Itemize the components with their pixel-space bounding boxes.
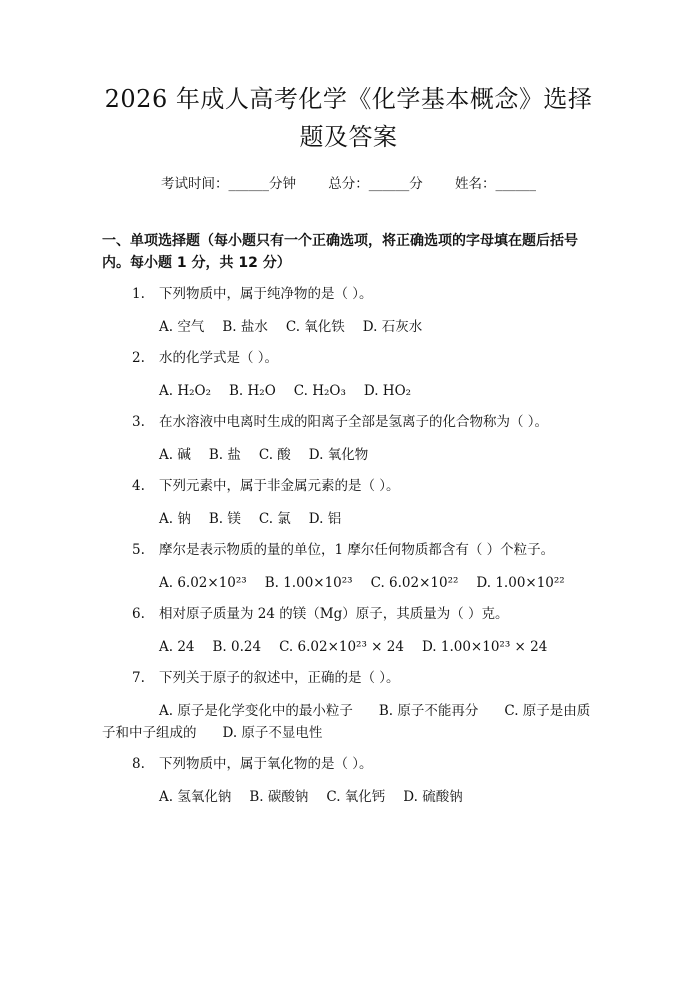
question-text: 下列关于原子的叙述中，正确的是（ ）。	[159, 670, 400, 686]
option-a: A. 原子是化学变化中的最小粒子	[159, 703, 353, 719]
section-heading: 一、单项选择题（每小题只有一个正确选项，将正确选项的字母填在题后括号内。每小题 1 分，共 12 分）	[102, 233, 578, 271]
question-text: 相对原子质量为 24 的镁（Mg）原子，其质量为（ ）克。	[159, 606, 509, 622]
option-c: C. H₂O₃	[293, 383, 346, 399]
option-b: B. 碳酸钠	[249, 789, 309, 805]
answer-options	[102, 572, 595, 594]
option-c: C. 氧化钙	[326, 789, 386, 805]
question-stem	[102, 347, 595, 369]
question-number: 5.	[132, 542, 145, 558]
question-2	[102, 347, 595, 402]
answer-options	[102, 380, 595, 402]
answer-options	[102, 508, 595, 530]
question-number: 3.	[132, 414, 145, 430]
exam-meta	[102, 174, 595, 194]
title-line-1: 2026 年成人高考化学《化学基本概念》选择	[104, 85, 593, 113]
question-number: 6.	[132, 606, 145, 622]
option-b: B. 1.00×10²³	[264, 575, 353, 591]
student-name: 姓名：______	[455, 176, 537, 192]
question-text: 水的化学式是（ ）。	[159, 350, 279, 366]
option-d: D. 硫酸钠	[403, 789, 463, 805]
option-b: B. 盐水	[222, 319, 268, 335]
question-text: 摩尔是表示物质的量的单位，1 摩尔任何物质都含有（ ）个粒子。	[159, 542, 555, 558]
exam-page	[0, 80, 700, 985]
question-text: 在水溶液中电离时生成的阳离子全部是氢离子的化合物称为（ ）。	[159, 414, 549, 430]
answer-options	[102, 700, 595, 744]
option-d: D. 石灰水	[362, 319, 423, 335]
option-c: C. 6.02×10²²	[370, 575, 459, 591]
question-7	[102, 667, 595, 744]
option-a: A. H₂O₂	[159, 383, 211, 399]
option-a: A. 碱	[159, 447, 191, 463]
exam-time: 考试时间：______分钟	[160, 176, 296, 192]
question-stem	[102, 667, 595, 689]
option-d: D. 1.00×10²³ × 24	[421, 639, 548, 655]
question-list	[102, 283, 595, 808]
option-d: D. HO₂	[363, 383, 412, 399]
option-b: B. 原子不能再分	[378, 703, 479, 719]
question-1	[102, 283, 595, 338]
question-6	[102, 603, 595, 658]
option-d: D. 氧化物	[308, 447, 369, 463]
option-a: A. 氢氧化钠	[159, 789, 232, 805]
question-text: 下列元素中，属于非金属元素的是（ ）。	[159, 478, 400, 494]
question-number: 2.	[132, 350, 145, 366]
option-c: C. 氯	[258, 511, 291, 527]
question-stem	[102, 539, 595, 561]
question-text: 下列物质中，属于氧化物的是（ ）。	[159, 756, 373, 772]
option-d: D. 原子不显电性	[222, 725, 323, 741]
question-4	[102, 475, 595, 530]
page-title	[102, 80, 595, 156]
question-number: 7.	[132, 670, 145, 686]
question-number: 8.	[132, 756, 145, 772]
option-d: D. 1.00×10²²	[476, 575, 565, 591]
question-stem	[102, 475, 595, 497]
question-8	[102, 753, 595, 808]
option-b: B. H₂O	[229, 383, 276, 399]
option-a: A. 24	[159, 639, 195, 655]
option-d: D. 铝	[308, 511, 342, 527]
question-3	[102, 411, 595, 466]
option-c: C. 6.02×10²³ × 24	[279, 639, 404, 655]
option-c: C. 酸	[258, 447, 291, 463]
option-c: C. 原子是由质子和中子组成的	[102, 703, 591, 741]
question-number: 4.	[132, 478, 145, 494]
question-text: 下列物质中，属于纯净物的是（ ）。	[159, 286, 373, 302]
title-line-2: 题及答案	[299, 123, 398, 151]
option-b: B. 0.24	[212, 639, 262, 655]
answer-options	[102, 786, 595, 808]
question-number: 1.	[132, 286, 145, 302]
total-score: 总分：______分	[328, 176, 423, 192]
question-stem	[102, 283, 595, 305]
option-b: B. 盐	[208, 447, 241, 463]
answer-options	[102, 444, 595, 466]
answer-options	[102, 636, 595, 658]
option-a: A. 6.02×10²³	[159, 575, 247, 591]
option-a: A. 钠	[159, 511, 191, 527]
question-stem	[102, 411, 595, 433]
question-stem	[102, 753, 595, 775]
question-5	[102, 539, 595, 594]
option-a: A. 空气	[159, 319, 205, 335]
option-c: C. 氧化铁	[285, 319, 345, 335]
option-b: B. 镁	[208, 511, 241, 527]
answer-options	[102, 316, 595, 338]
question-stem	[102, 603, 595, 625]
